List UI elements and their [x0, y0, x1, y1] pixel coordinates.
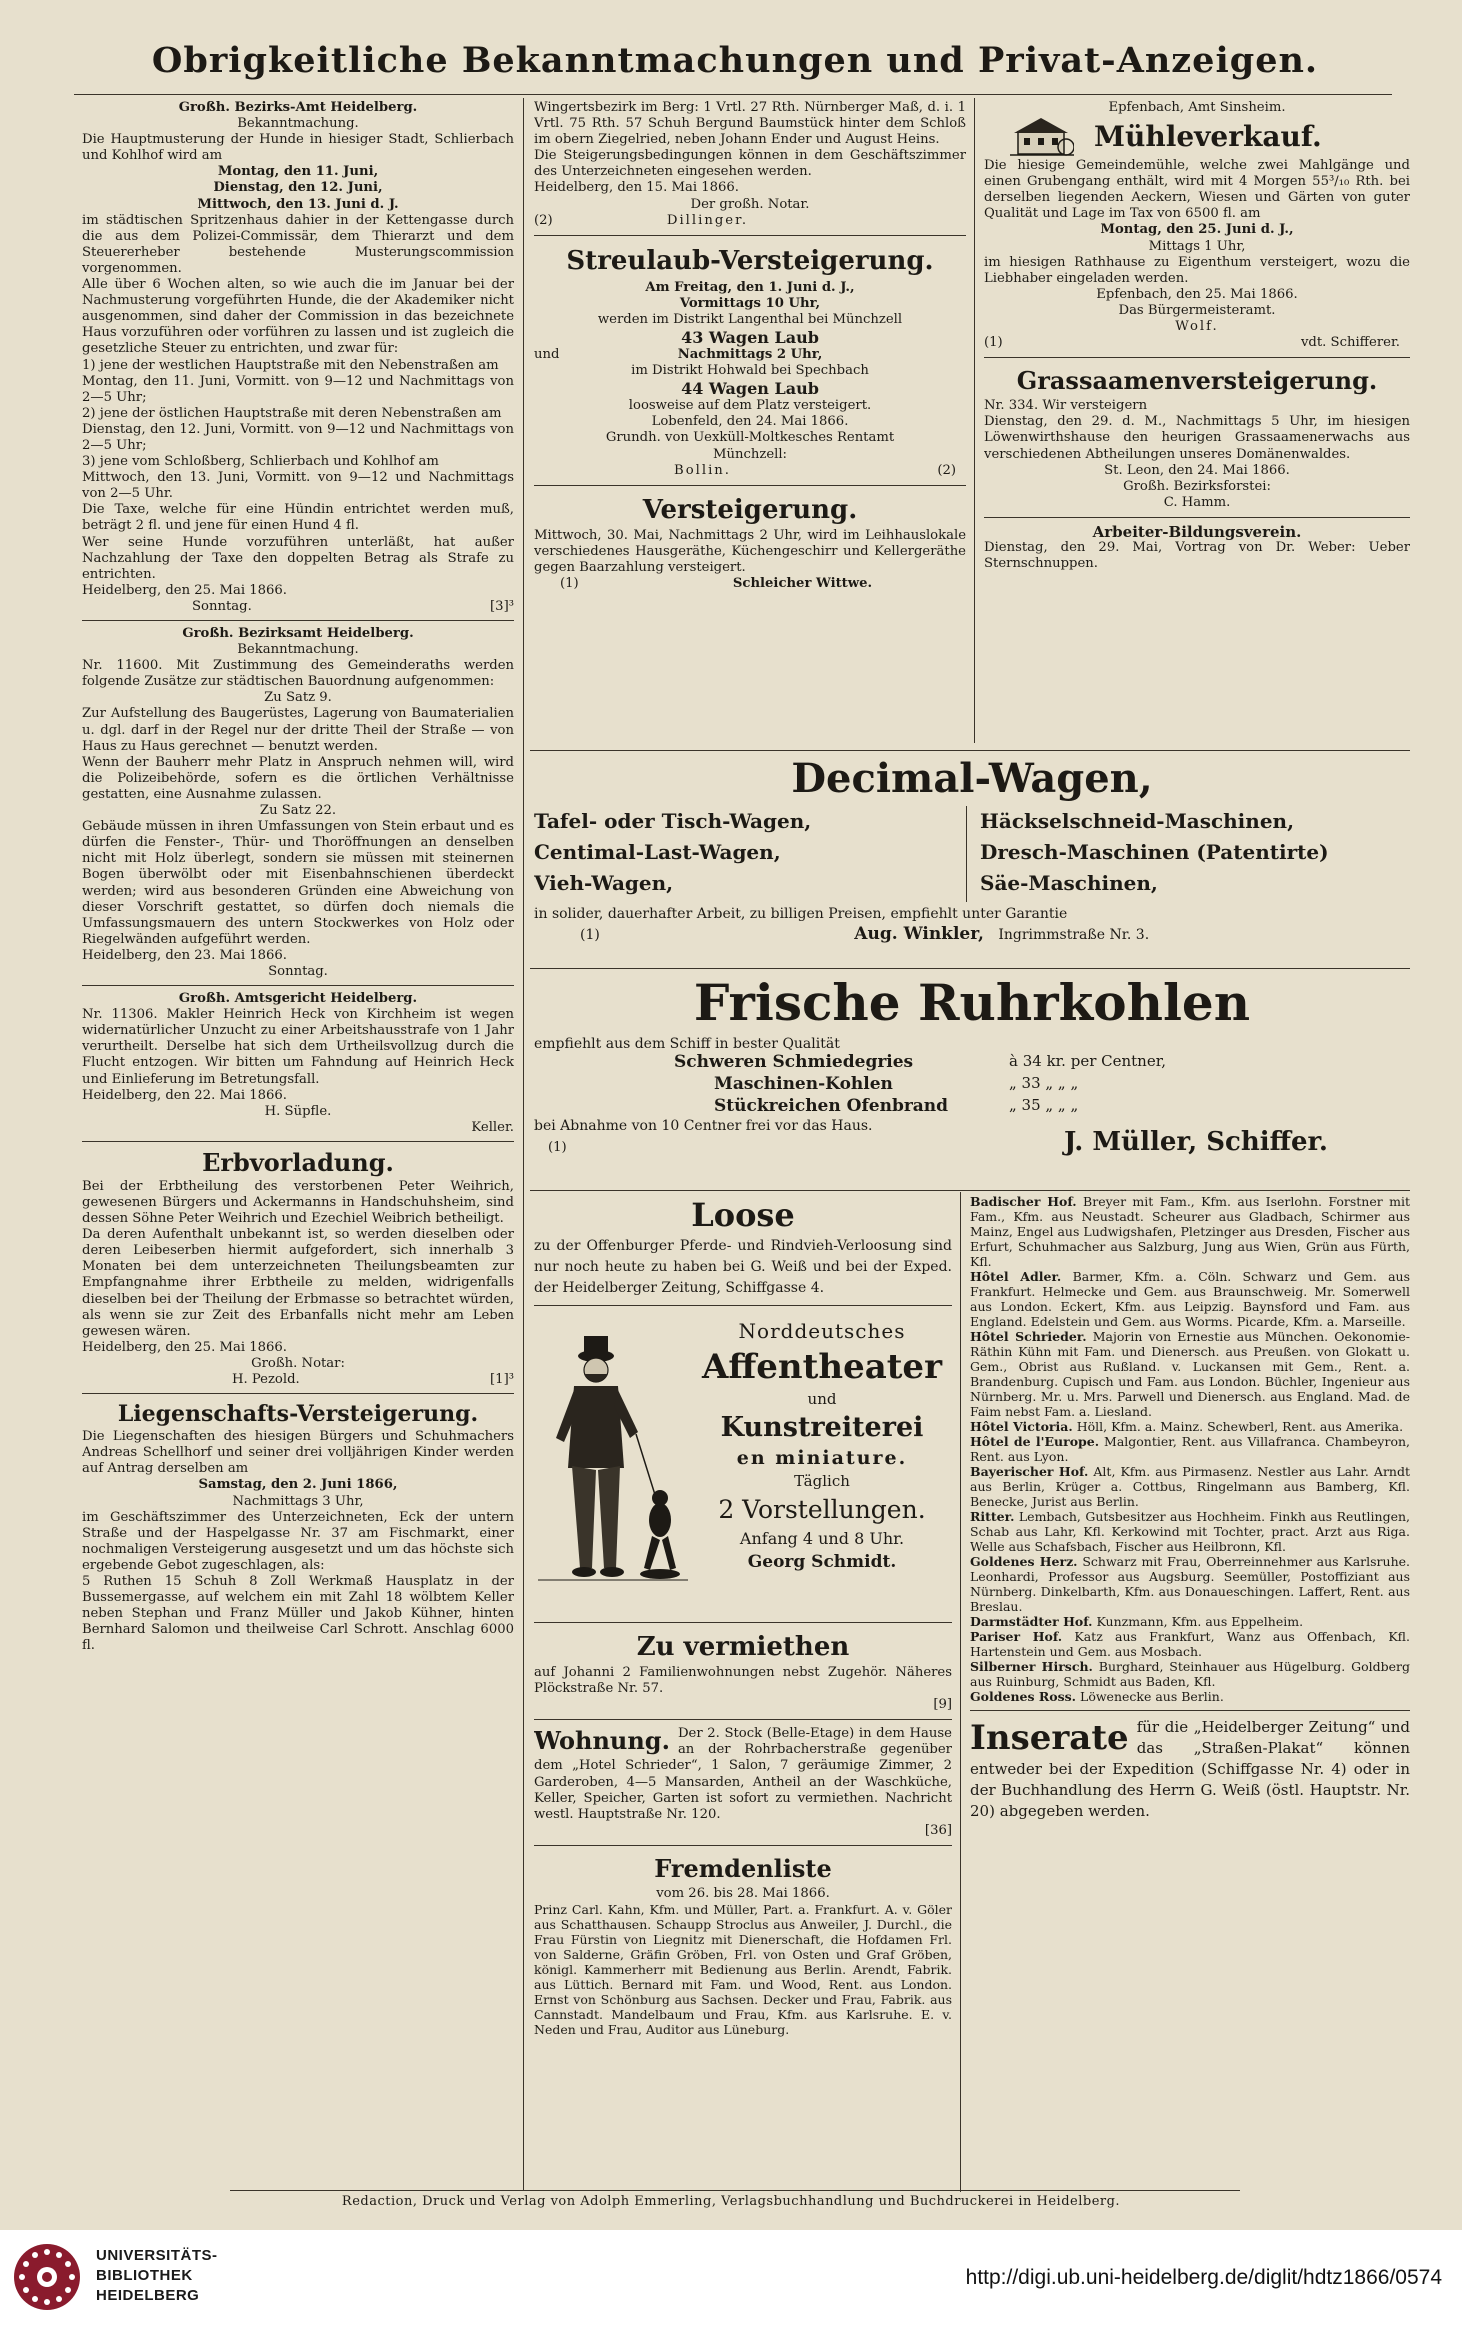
- ad-product: Häckselschneid-Maschinen,: [980, 809, 1295, 833]
- notice-place: Epfenbach, Amt Sinsheim.: [1108, 100, 1286, 115]
- ad-lottery-tickets: [534, 1194, 952, 1299]
- notice-signature: Sonntag.: [192, 598, 252, 614]
- ad-text: Der 2. Stock (Belle-Etage) in dem Hause an der Rohrbacherstraße gegenüber dem „Hotel Schrieder“, 1 Salon, 7 geräumige Zimmer, 2 Garderoben, 4—5 Mansarden, Antheil an der Waschküche, Keller, Speicher, Garten ist sofort zu vermiethen. Nachricht westl. Hauptstraße Nr. 120.: [534, 1726, 952, 1822]
- ad-product: Dresch-Maschinen (Patentirte): [980, 840, 1329, 864]
- notice-text: Nr. 334. Wir versteigern: [984, 398, 1148, 414]
- notice-title-row: [984, 116, 1410, 158]
- ad-product: Vieh-Wagen,: [534, 871, 674, 895]
- notice-text: im städtischen Spritzenhaus dahier in der Kettengasse durch die aus dem Polizei-Commissär, dem Thierarzt und dem Steuererheber bestehende Musterungscommission vorgenommen.: [82, 212, 514, 276]
- notice-leaf-litter-auction: [534, 242, 966, 479]
- notice-item: Mittwoch, den 13. Juni, Vormitt. von 9—12 und Nachmittags von 2—5 Uhr.: [82, 470, 514, 502]
- notice-date: Montag, den 11. Juni,: [217, 164, 379, 180]
- notice-text: Die Hauptmusterung der Hunde in hiesiger Stadt, Schlierbach und Kohlhof wird am: [82, 132, 514, 164]
- notice-text: Die Taxe, welche für eine Hündin entrichtet werden muß, beträgt 2 fl. und jene für einen Hund 4 fl.: [82, 502, 514, 534]
- notice-number: [3]³: [490, 598, 514, 614]
- notice-text: Wenn der Bauherr mehr Platz in Anspruch nehmen will, wird die Polizeibehörde, sofern es die örtlichen Verhältnisse gestatten, eine Ausnahme zulassen.: [82, 754, 514, 802]
- ad-title: Affentheater: [702, 1347, 942, 1387]
- ad-product-divider: [966, 806, 967, 902]
- notice-header: Großh. Bezirks-Amt Heidelberg.: [178, 100, 418, 115]
- notice-place-date: Heidelberg, den 22. Mai 1866.: [82, 1087, 287, 1103]
- ad-product: Säe-Maschinen,: [980, 871, 1158, 895]
- notice-time: Nachmittags 3 Uhr,: [232, 1493, 364, 1509]
- divider: [534, 1622, 952, 1623]
- notice-text: Dienstag, den 29. Mai, Vortrag von Dr. Weber: Ueber Sternschnuppen.: [984, 539, 1410, 572]
- notice-text: Wingertsbezirk im Berg: 1 Vrtl. 27 Rth. Nürnberger Maß, d. i. 1 Vrtl. 75 Rth. 57 Schuh Bergund Baumstück hinter dem Schloß im obern Ziegelried, neben Johann Ender und August Heins.: [534, 100, 966, 148]
- notice-place-date: Heidelberg, den 23. Mai 1866.: [82, 947, 287, 963]
- hotel-name: Hôtel de l'Europe.: [970, 1434, 1100, 1449]
- notice-time: Mittags 1 Uhr,: [1148, 238, 1246, 254]
- hotel-guests: Kunzmann, Kfm. aus Eppelheim.: [1096, 1614, 1304, 1629]
- ad-number: (1): [548, 1140, 567, 1156]
- notice-mill-sale: [984, 100, 1410, 351]
- ad-line: und: [807, 1390, 837, 1408]
- ad-text: empfiehlt aus dem Schiff in bester Qualität: [534, 1036, 840, 1052]
- notice-signature: vdt. Schifferer.: [1300, 335, 1400, 351]
- notice-date: Am Freitag, den 1. Juni d. J.,: [645, 279, 855, 295]
- notice-text: Münchzell:: [713, 446, 787, 462]
- hotel-entry: [970, 1689, 1410, 1704]
- divider: [534, 1845, 952, 1846]
- ad-product: Stückreichen Ofenbrand: [714, 1096, 949, 1117]
- notice-place-date: Heidelberg, den 25. Mai 1866.: [82, 1339, 287, 1355]
- notice-number: [1]³: [490, 1372, 514, 1388]
- ad-product: Schweren Schmiedegries: [674, 1052, 914, 1073]
- divider: [534, 235, 966, 236]
- notice-text: Gebäude müssen in ihren Umfassungen von Stein erbaut und es dürfen die Fenster-, Thür- und Thoröffnungen an denselben nicht mit Holz überlegt, sondern sie müssen mit steinernen Bogen überwölbt oder mit Eisenbahnschienen überdeckt werden; wird aus besonderen Gründen eine Abweichung von dieser Vorschrift gestattet, so dürfen doch niemals die Umfassungsmauern des untern Stockwerkes von Holz oder Riegelwänden aufgeführt werden.: [82, 819, 514, 947]
- ad-coal: [534, 970, 1410, 1190]
- notice-signature-line: [534, 576, 966, 592]
- divider: [534, 1719, 952, 1720]
- ad-price: „ 35 „ „ „: [1009, 1096, 1079, 1115]
- notice-text: im hiesigen Rathhause zu Eigenthum versteigert, wozu die Liebhaber eingeladen werden.: [984, 254, 1410, 286]
- hotel-guests: Alt, Kfm. aus Pirmasenz. Nestler aus Lahr. Arndt aus Berlin, Krüger a. Cottbus, Ringelmann aus Bamberg, Kfl. Benecke, Jurist aus Berlin.: [970, 1464, 1410, 1509]
- notice-text: Zur Aufstellung des Baugerüstes, Lagerung von Baumaterialien u. dgl. darf in der Regel nur der dritte Theil der Straße — von Haus zu Haus gerechnet — benutzt werden.: [82, 706, 514, 754]
- notice-text: Die Steigerungsbedingungen können in dem Geschäftszimmer des Unterzeichneten eingesehen werden.: [534, 148, 966, 180]
- ad-text: zu der Offenburger Pferde- und Rindvieh-Verloosung sind nur noch heute zu haben bei G. Weiß und bei der Exped. der Heidelberger Zeitung, Schiffgasse 4.: [534, 1238, 952, 1296]
- notice-text: 5 Ruthen 15 Schuh 8 Zoll Werkmaß Hausplatz in der Bussemergasse, auf welchem ein mit Zahl 18 wölbtem Keller neben Stephan und Franz Müller und Jakob Kühner, hinten Bernhard Salomon und theilweise Carl Schrott. Anschlag 6000 fl.: [82, 1573, 514, 1654]
- ad-apartment: [534, 1726, 952, 1839]
- ad-price-row: [534, 1096, 1410, 1118]
- notice-text: Wer seine Hunde vorzuführen unterläßt, hat außer Nachzahlung der Taxe den doppelten Betrag als Strafe zu entrichten.: [82, 534, 514, 582]
- hotel-guests: Höll, Kfm. a. Mainz. Schewberl, Rent. aus Amerika.: [1076, 1419, 1404, 1434]
- notice-highlight: 44 Wagen Laub: [681, 379, 819, 399]
- university-library-logo-icon: [12, 2242, 82, 2312]
- hotel-guests: Burghard, Steinhauer aus Hügelburg. Goldberg aus Ruinburg, Schmidt aus Baden, Kfl.: [970, 1659, 1410, 1689]
- notice-signature: Wolf.: [1175, 319, 1219, 335]
- hotel-entry: [970, 1329, 1410, 1419]
- notice-text: loosweise auf dem Platz versteigert.: [628, 398, 872, 414]
- ad-products-right: [980, 806, 1410, 899]
- notice-signature: Bollin.: [674, 462, 731, 478]
- notice-signature-line: [82, 1372, 514, 1388]
- hotel-guests: Majorin von Ernestie aus München. Oekonomie-Räthin Kühn mit Fam. und Dienersch. aus Preußen. von Glokatt u. Gem., Obrist aus Rußland. v. Luckansen mit Gem., Rent. a. Brandenburg. Cupisch und Fam. aus London. Büchler, Ingenieur aus Nürnberg. Mr. u. Mrs. Parwell und Dienersch. aus England. Mad. de Faim nebst Fam. a. Liesland.: [970, 1329, 1410, 1419]
- notice-signature: H. Süpfle.: [264, 1103, 332, 1119]
- notice-signature: C. Hamm.: [1163, 494, 1231, 510]
- hotel-entry: [970, 1509, 1410, 1554]
- notice-title: Mühleverkauf.: [1094, 120, 1322, 154]
- notice-line: [534, 347, 966, 363]
- notice-inheritance: [82, 1147, 514, 1388]
- notice-item: Montag, den 11. Juni, Vormitt. von 9—12 und Nachmittags von 2—5 Uhr;: [82, 373, 514, 405]
- ad-title: Frische Ruhrkohlen: [693, 973, 1251, 1032]
- notice-signature: Der großh. Notar.: [690, 196, 810, 212]
- notice-text: Mittwoch, 30. Mai, Nachmittags 2 Uhr, wird im Leihhauslokale verschiedenes Hausgeräthe, Küchengeschirr und Kellergeräthe gegen Baarzahlung versteigert.: [534, 527, 966, 575]
- ad-signature: J. Müller, Schiffer.: [1064, 1127, 1328, 1158]
- hotel-entry: [970, 1659, 1410, 1689]
- notice-text: Nr. 11600. Mit Zustimmung des Gemeinderaths werden folgende Zusätze zur städtischen Bauordnung aufgenommen:: [82, 658, 514, 690]
- divider: [970, 1710, 1410, 1711]
- notice-workers-association: [984, 524, 1410, 572]
- divider: [82, 620, 514, 621]
- showman-with-monkey-illustration: [538, 1328, 688, 1600]
- guest-list: [534, 1852, 952, 2037]
- hotel-entry: [970, 1614, 1410, 1629]
- hotel-entry: [970, 1464, 1410, 1509]
- divider: [82, 1393, 514, 1394]
- column-middle: [534, 100, 966, 750]
- notice-text: und: [534, 347, 560, 363]
- divider: [984, 517, 1410, 518]
- ad-text-wrapper: [534, 1726, 952, 1823]
- hotel-guest-list: [970, 1194, 1410, 1704]
- ad-signature: Aug. Winkler,: [854, 924, 984, 945]
- hotel-entry: [970, 1269, 1410, 1329]
- library-name: [96, 2246, 218, 2306]
- ad-line: Täglich: [794, 1472, 850, 1490]
- divider: [530, 1190, 1410, 1191]
- hotel-name: Goldenes Herz.: [970, 1554, 1078, 1569]
- hotel-entry: [970, 1434, 1410, 1464]
- hotel-entry: [970, 1554, 1410, 1614]
- notice-text: Bei der Erbtheilung des verstorbenen Peter Weihrich, gewesenen Bürgers und Ackermanns in Handschuhsheim, sind dessen Söhne Peter Weihrich und Ezechiel Weibrich betheiligt.: [82, 1178, 514, 1227]
- hotel-guests: Lembach, Gutsbesitzer aus Hochheim. Finkh aus Reutlingen, Schab aus Lahr, Kfl. Kerkowind mit Tochter, pract. Arzt aus Riga. Welle aus Schafsbach, Fischer aus Heilbronn, Kfl.: [970, 1509, 1410, 1554]
- ad-signature-line: [534, 1127, 1410, 1158]
- notice-signature: Dillinger.: [666, 212, 749, 228]
- hotel-guests: Malgontier, Rent. aus Villafranca. Chambeyron, Rent. aus Lyon.: [970, 1434, 1410, 1464]
- ad-text: bei Abnahme von 10 Centner frei vor das Haus.: [534, 1118, 873, 1135]
- notice-place-date: St. Leon, den 24. Mai 1866.: [1104, 462, 1290, 478]
- notice-building-code: [82, 626, 514, 980]
- notice-title: Streulaub-Versteigerung.: [566, 245, 934, 276]
- notice-signature-line: [82, 599, 514, 615]
- guest-list-text: Prinz Carl. Kahn, Kfm. und Müller, Part. a. Frankfurt. A. v. Göler aus Schatthausen. Schaupp Stroclus aus Anweiler, J. Durchl., die Frau Fürstin von Liegnitz mit Dienerschaft, die Hofdamen Frl. von Salderne, Gräfin Gröben, Frl. von Osten und Graf Gröben, königl. Kammerherr mit Bedienung aus Berlin. Arendt, Fabrik. aus Lüttich. Bernard mit Fam. und Wood, Rent. aus London. Ernst von Schönburg aus Sachsen. Decker und Frau, Fabrik. aus Cannstadt. Mandelbaum und Frau, Kfm. aus Karlsruhe. E. v. Neden und Frau, Auditor aus Lüneburg.: [534, 1902, 952, 2038]
- notice-item: 2) jene der östlichen Hauptstraße mit deren Nebenstraßen am: [82, 405, 502, 421]
- hotel-name: Hôtel Adler.: [970, 1269, 1062, 1284]
- notice-title: Liegenschafts-Versteigerung.: [117, 1401, 479, 1428]
- notice-item: 1) jene der westlichen Hauptstraße mit den Nebenstraßen am: [82, 357, 499, 373]
- hotel-guests: Barmer, Kfm. a. Cöln. Schwarz und Gem. aus Frankfurt. Helmecke und Gem. aus Braunschweig. Mr. Somerwell aus London. Eckert, Kfm. aus Leipzig. Baynsford und Fam. aus England. Edelstein und Gem. aus Worms. Picarde, Kfm. a. Marseille.: [970, 1269, 1410, 1329]
- notice-item: Dienstag, den 12. Juni, Vormitt. von 9—12 und Nachmittags von 2—5 Uhr;: [82, 421, 514, 453]
- notice-number: (1): [560, 575, 579, 591]
- column-right-lower: [970, 1194, 1410, 2190]
- notice-text: Die hiesige Gemeindemühle, welche zwei Mahlgänge und einen Grubengang enthält, wird mit 4 Morgen 55³/₁₀ Rth. bei derselben liegenden Aeckern, Wiesen und Gärten von guter Qualität und Lage im Tax von 6500 fl. am: [984, 158, 1410, 222]
- ad-line: 2 Vorstellungen.: [718, 1495, 926, 1524]
- notice-pawnshop-auction: [534, 492, 966, 592]
- notice-property-auction: [82, 1399, 514, 1654]
- notice-text: Alle über 6 Wochen alten, so wie auch die im Januar bei der Nachmusterung vorgeführten Hunde, die der Akademiker nicht ausgenommen, sind daher der Commission in das bezeichnete Haus vorzuführen oder vorführen zu lassen und ist zugleich die gesetzliche Steuer zu entrichten, und zwar für:: [82, 277, 514, 357]
- notice-text: Nr. 11306. Makler Heinrich Heck von Kirchheim ist wegen widernatürlicher Unzucht zu einer Arbeitshausstrafe von 1 Jahr verurtheilt. Derselbe hat sich dem Urtheilsvollzug durch die Flucht entzogen. Wir bitten um Fahndung auf Heinrich Heck und Einlieferung im Betretungsfall.: [82, 1007, 514, 1087]
- ad-price: à 34 kr. per Centner,: [1009, 1052, 1167, 1071]
- notice-time: Vormittags 10 Uhr,: [679, 295, 821, 311]
- ad-line: Anfang 4 und 8 Uhr.: [739, 1529, 905, 1548]
- hotel-name: Silberner Hirsch.: [970, 1659, 1093, 1674]
- notice-number: (1): [984, 335, 1003, 351]
- library-name-line: UNIVERSITÄTS-: [96, 2247, 218, 2264]
- ad-text: für die „Heidelberger Zeitung“ und das „Straßen-Plakat“ können entweder bei der Expedition (Schiffgasse Nr. 4) oder in der Buchhandlung des Herrn G. Weiß (östl. Hauptstr. Nr. 20) abgegeben werden.: [970, 1718, 1410, 1820]
- notice-vineyard: [534, 100, 966, 229]
- source-url[interactable]: http://digi.ub.uni-heidelberg.de/diglit/hdtz1866/0574: [965, 2266, 1442, 2289]
- ad-apartments-for-rent: [534, 1629, 952, 1713]
- notice-signature: Das Bürgermeisteramt.: [1118, 302, 1276, 318]
- notice-time: Nachmittags 2 Uhr,: [677, 347, 823, 363]
- notice-place-date: Lobenfeld, den 24. Mai 1866.: [651, 414, 849, 430]
- hotel-guests: Schwarz mit Frau, Oberreinnehmer aus Karlsruhe. Leonhardi, Professor aus Augsburg. Seemüller, Postoffiziant aus Nürnberg. Dinkelbarth, Kfm. aus Donaueschingen. Laffert, Rent. aus Breslau.: [970, 1554, 1410, 1614]
- column-rule-3: [960, 1192, 961, 2192]
- notice-section: Zu Satz 9.: [264, 690, 332, 706]
- ad-subtitle: Kunstreiterei: [720, 1412, 924, 1443]
- divider: [82, 985, 514, 986]
- column-left: [82, 100, 514, 2190]
- notice-signature: Schleicher Wittwe.: [732, 575, 873, 591]
- ad-title: Zu vermiethen: [636, 1632, 850, 1662]
- ad-signature: Georg Schmidt.: [747, 1552, 897, 1572]
- imprint: Redaction, Druck und Verlag von Adolph Emmerling, Verlagsbuchhandlung und Buchdruckerei in Heidelberg.: [341, 2194, 1121, 2209]
- ad-decimal-scales: [534, 752, 1410, 966]
- hotel-name: Pariser Hof.: [970, 1629, 1063, 1644]
- notice-title: Grassaamenversteigerung.: [1016, 366, 1378, 396]
- notice-subheader: Bekanntmachung.: [237, 642, 359, 658]
- notice-place-date: Epfenbach, den 25. Mai 1866.: [1096, 286, 1298, 302]
- notice-header: Großh. Bezirksamt Heidelberg.: [182, 626, 414, 641]
- hotel-name: Darmstädter Hof.: [970, 1614, 1093, 1629]
- hotel-entry: [970, 1419, 1410, 1434]
- hotel-guests: Breyer mit Fam., Kfm. aus Iserlohn. Forstner mit Fam., Kfm. aus Neustadt. Scheurer aus Gladbach, Schirmer aus Mainz, Engel aus Ludwigshafen, Pletzinger aus Dresden, Fischer aus Erfurt, Schuhmacher aus Salzburg, Jung aus Wien, Grün aus Fürth, Kfl.: [970, 1194, 1410, 1269]
- hotel-entry: [970, 1629, 1410, 1659]
- ad-advertising-notice: [970, 1717, 1410, 1822]
- divider: [984, 357, 1410, 358]
- notice-signature: Großh. Bezirksforstei:: [1123, 478, 1271, 494]
- ad-price-row: [534, 1052, 1410, 1074]
- hotel-name: Hôtel Victoria.: [970, 1419, 1073, 1434]
- notice-number: (2): [534, 212, 553, 228]
- column-rule-2: [974, 98, 975, 743]
- masthead-title: Obrigkeitliche Bekanntmachungen und Privat-Anzeigen.: [151, 40, 1319, 81]
- ad-product: Tafel- oder Tisch-Wagen,: [534, 809, 812, 833]
- ad-number: [36]: [924, 1822, 952, 1838]
- notice-signature-line: [534, 463, 966, 479]
- ad-line: en miniature.: [736, 1447, 908, 1469]
- divider: [530, 968, 1410, 969]
- hotel-guests: Löwenecke aus Berlin.: [1080, 1689, 1224, 1704]
- ad-signature-line: [534, 926, 1410, 943]
- ad-title: Decimal-Wagen,: [791, 755, 1153, 802]
- notice-date: Dienstag, den 12. Juni,: [213, 180, 383, 196]
- notice-text: im Distrikt Hohwald bei Spechbach: [631, 363, 869, 379]
- divider: [534, 1305, 952, 1306]
- notice-date: Montag, den 25. Juni d. J.,: [1100, 222, 1294, 238]
- divider: [530, 750, 1410, 751]
- notice-grass-seed-auction: [984, 364, 1410, 511]
- guest-list-title: Fremdenliste: [654, 1853, 832, 1883]
- notice-title: Erbvorladung.: [202, 1147, 394, 1177]
- notice-dog-muster: [82, 100, 514, 615]
- notice-signature: H. Pezold.: [232, 1372, 300, 1388]
- library-name-line: HEIDELBERG: [96, 2287, 200, 2304]
- ad-monkey-theatre: [534, 1312, 952, 1616]
- column-right-top: [984, 100, 1410, 750]
- notice-text: Grundh. von Uexküll-Moltkesches Rentamt: [605, 430, 895, 446]
- ad-product: Centimal-Last-Wagen,: [534, 840, 781, 864]
- ad-title: Loose: [691, 1196, 795, 1234]
- notice-text: werden im Distrikt Langenthal bei Münchzell: [597, 311, 903, 327]
- notice-signature: Großh. Notar:: [251, 1355, 345, 1371]
- notice-number: (2): [937, 462, 956, 478]
- divider: [534, 485, 966, 486]
- column-middle-lower: [534, 1194, 952, 2190]
- notice-text: im Geschäftszimmer des Unterzeichneten, Eck der untern Straße und der Haspelgasse Nr. 37 am Fischmarkt, einer nochmaligen Versteigerung ausgesetzt und um das höchste sich ergebende Gebot zugeschlagen, als:: [82, 1509, 514, 1573]
- ad-address: Ingrimmstraße Nr. 3.: [998, 927, 1150, 944]
- hotel-name: Bayerischer Hof.: [970, 1464, 1089, 1479]
- notice-item: 3) jene vom Schloßberg, Schlierbach und Kohlhof am: [82, 454, 439, 470]
- hotel-name: Ritter.: [970, 1509, 1015, 1524]
- notice-title: Arbeiter-Bildungsverein.: [1092, 522, 1302, 541]
- hotel-name: Goldenes Ross.: [970, 1689, 1077, 1704]
- ad-title: Inserate: [970, 1718, 1129, 1758]
- ad-monkey-theatre-text: [692, 1316, 952, 1574]
- notice-signature-line: [984, 335, 1410, 351]
- divider: [82, 1141, 514, 1142]
- notice-signature: Keller.: [471, 1119, 514, 1135]
- ad-products-left: [534, 806, 954, 899]
- notice-place-date: Heidelberg, den 15. Mai 1866.: [534, 180, 739, 196]
- ad-text: in solider, dauerhafter Arbeit, zu billigen Preisen, empfiehlt unter Garantie: [534, 906, 1068, 922]
- notice-date: Mittwoch, den 13. Juni d. J.: [197, 196, 399, 212]
- ad-number: (1): [580, 927, 600, 944]
- notice-title: Versteigerung.: [642, 494, 858, 525]
- ad-title: Wohnung.: [534, 1726, 670, 1756]
- notice-text: Da deren Aufenthalt unbekannt ist, so werden dieselben oder deren Leibeserben hiermit aufgefordert, sich innerhalb 3 Monaten bei dem unterzeichneten Theilungsbeamten zur Empfangnahme ihrer Erbtheile zu melden, widrigenfalls dieselben bei der Theilung der Erbmasse so betrachtet würden, als wenn sie zur Zeit des Erbanfalls nicht mehr am Leben gewesen wären.: [82, 1227, 514, 1339]
- notice-text: Die Liegenschaften des hiesigen Bürgers und Schuhmachers Andreas Schellhorf und seiner drei volljährigen Kinder werden auf Antrag derselben am: [82, 1429, 514, 1477]
- library-name-line: BIBLIOTHEK: [96, 2267, 193, 2284]
- guest-list-dates: vom 26. bis 28. Mai 1866.: [656, 1885, 830, 1901]
- notice-court: [82, 991, 514, 1136]
- hotel-name: Hôtel Schrieder.: [970, 1329, 1087, 1344]
- ad-text-wrapper: [970, 1717, 1410, 1822]
- hotel-name: Badischer Hof.: [970, 1194, 1077, 1209]
- ad-product-grid: [534, 806, 1410, 902]
- library-footer: [0, 2230, 1462, 2351]
- notice-subheader: Bekanntmachung.: [237, 116, 359, 132]
- notice-date: Samstag, den 2. Juni 1866,: [198, 1477, 398, 1493]
- hotel-guests: Katz aus Frankfurt, Wanz aus Offenbach, Kfl. Hartenstein und Gem. aus Mosbach.: [970, 1629, 1410, 1659]
- notice-header: Großh. Amtsgericht Heidelberg.: [178, 991, 418, 1007]
- ad-product: Maschinen-Kohlen: [714, 1074, 893, 1095]
- ad-price: „ 33 „ „ „: [1009, 1074, 1079, 1093]
- mill-icon: [1010, 116, 1074, 158]
- notice-highlight: 43 Wagen Laub: [681, 328, 819, 348]
- masthead-rule: [74, 94, 1392, 95]
- ad-line: Norddeutsches: [738, 1319, 906, 1343]
- notice-section: Zu Satz 22.: [259, 803, 337, 819]
- notice-text: Dienstag, den 29. d. M., Nachmittags 5 Uhr, im hiesigen Löwenwirthshause den heurigen Grassaamenerwachs aus verschiedenen Abtheilungen unseres Domänenwaldes.: [984, 414, 1410, 462]
- footer-rule: [230, 2190, 1240, 2191]
- notice-signature: Sonntag.: [268, 963, 328, 979]
- ad-number: [9]: [933, 1697, 952, 1713]
- notice-place-date: Heidelberg, den 25. Mai 1866.: [82, 582, 287, 598]
- notice-signature-line: [534, 213, 966, 229]
- ad-price-row: [534, 1074, 1410, 1096]
- hotel-entry: [970, 1194, 1410, 1269]
- column-rule-1: [523, 98, 524, 2190]
- ad-text: auf Johanni 2 Familienwohnungen nebst Zugehör. Näheres Plöckstraße Nr. 57.: [534, 1665, 952, 1697]
